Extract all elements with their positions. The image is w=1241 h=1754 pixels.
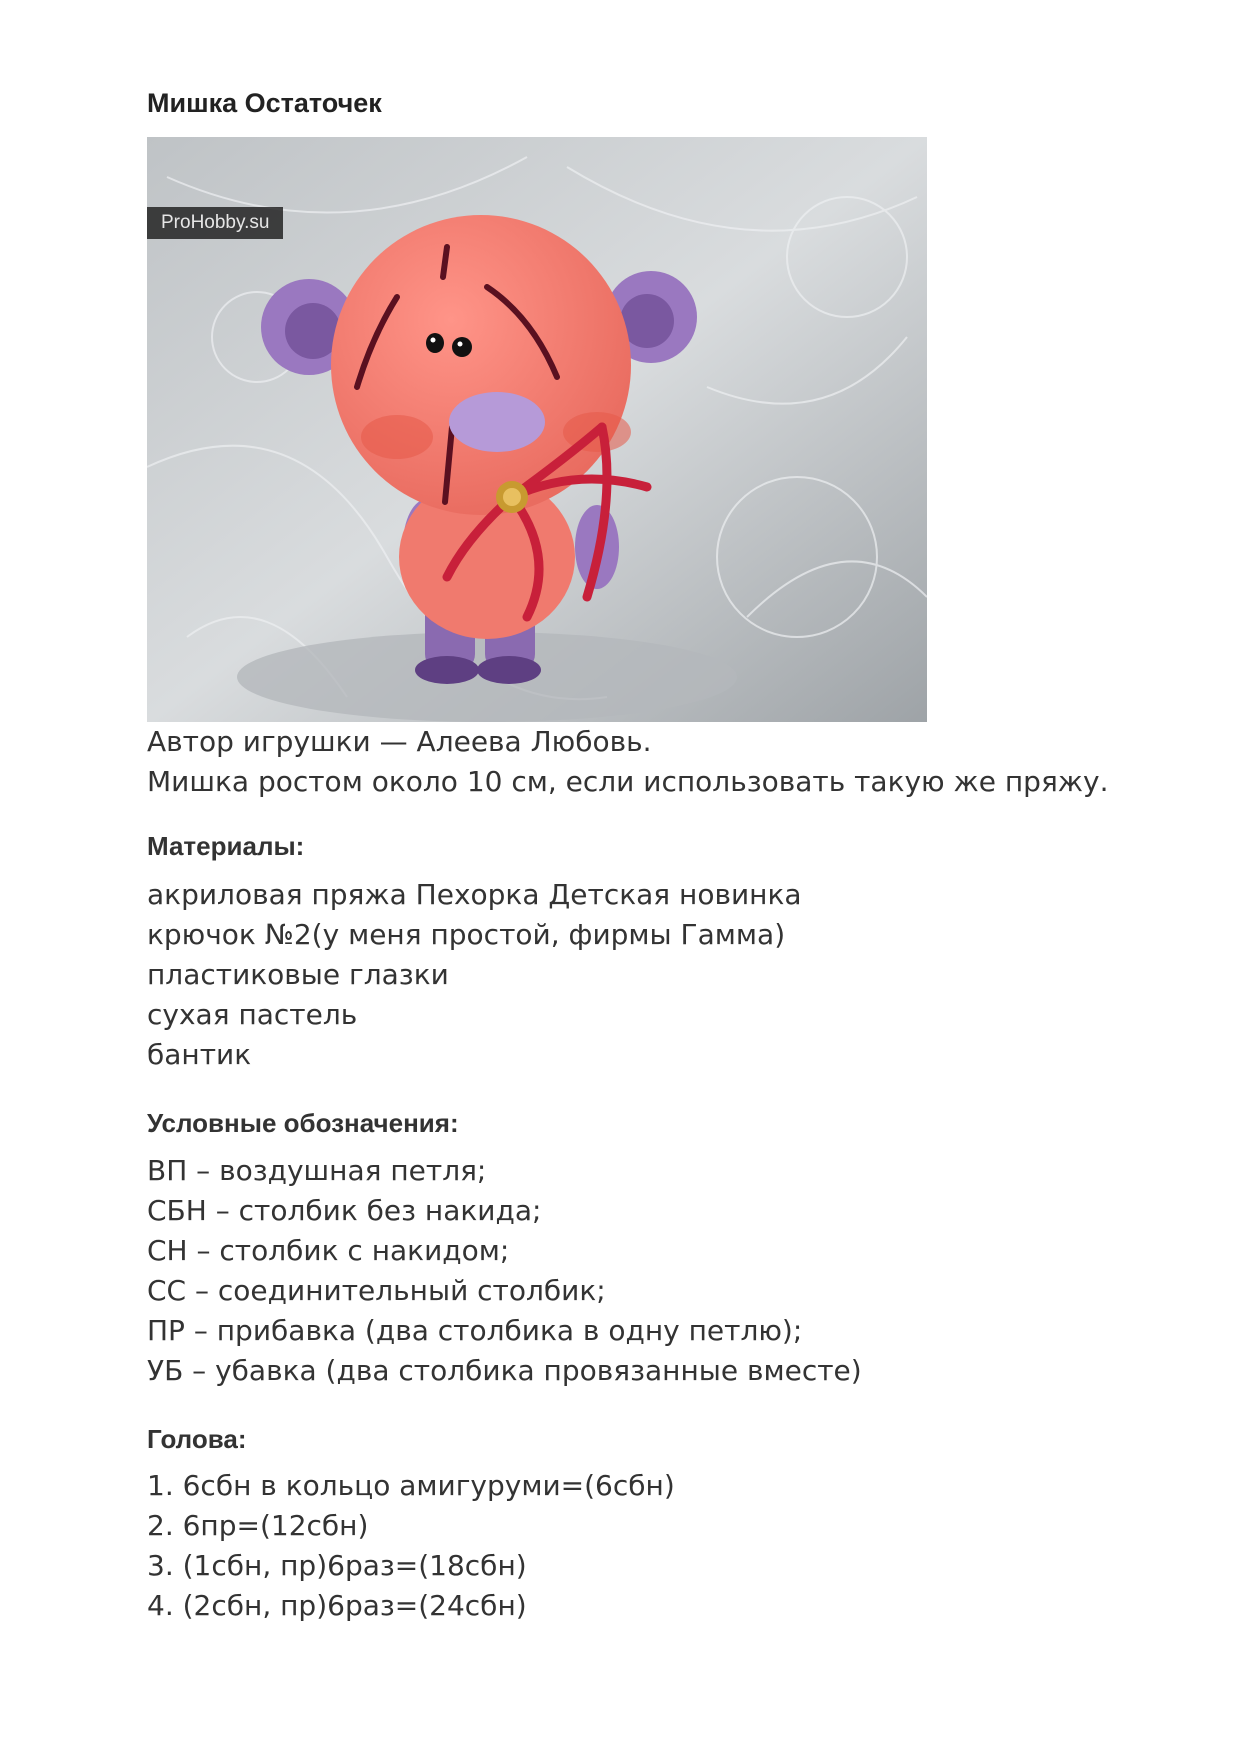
list-item: акриловая пряжа Пехорка Детская новинка: [147, 878, 802, 911]
page-title: Мишка Остаточек: [147, 88, 382, 118]
head-heading: Голова:: [147, 1424, 247, 1454]
list-item: 3. (1сбн, пр)6раз=(18сбн): [147, 1549, 527, 1582]
list-item: 4. (2сбн, пр)6раз=(24сбн): [147, 1589, 527, 1622]
list-item: УБ – убавка (два столбика провязанные вместе): [147, 1354, 862, 1387]
bear-photo: [147, 137, 927, 722]
list-item: 2. 6пр=(12сбн): [147, 1509, 369, 1542]
author-line: Автор игрушки — Алеева Любовь.: [147, 725, 652, 758]
list-item: ВП – воздушная петля;: [147, 1154, 487, 1187]
list-item: крючок №2(у меня простой, фирмы Гамма): [147, 918, 786, 951]
list-item: сухая пастель: [147, 998, 358, 1031]
list-item: 1. 6сбн в кольцо амигуруми=(6сбн): [147, 1469, 675, 1502]
size-line: Мишка ростом около 10 см, если использовать такую же пряжу.: [147, 765, 1109, 798]
legend-heading: Условные обозначения:: [147, 1108, 459, 1138]
list-item: пластиковые глазки: [147, 958, 449, 991]
legend-list: [147, 1151, 862, 1391]
intro-block: [147, 722, 1109, 802]
watermark-label: ProHobby.su: [147, 207, 283, 239]
list-item: СН – столбик с накидом;: [147, 1234, 510, 1267]
list-item: ПР – прибавка (два столбика в одну петлю);: [147, 1314, 803, 1347]
head-rows: [147, 1466, 675, 1626]
list-item: СС – соединительный столбик;: [147, 1274, 606, 1307]
materials-heading: Материалы:: [147, 831, 305, 861]
list-item: СБН – столбик без накида;: [147, 1194, 542, 1227]
materials-list: [147, 875, 802, 1075]
list-item: бантик: [147, 1038, 252, 1071]
